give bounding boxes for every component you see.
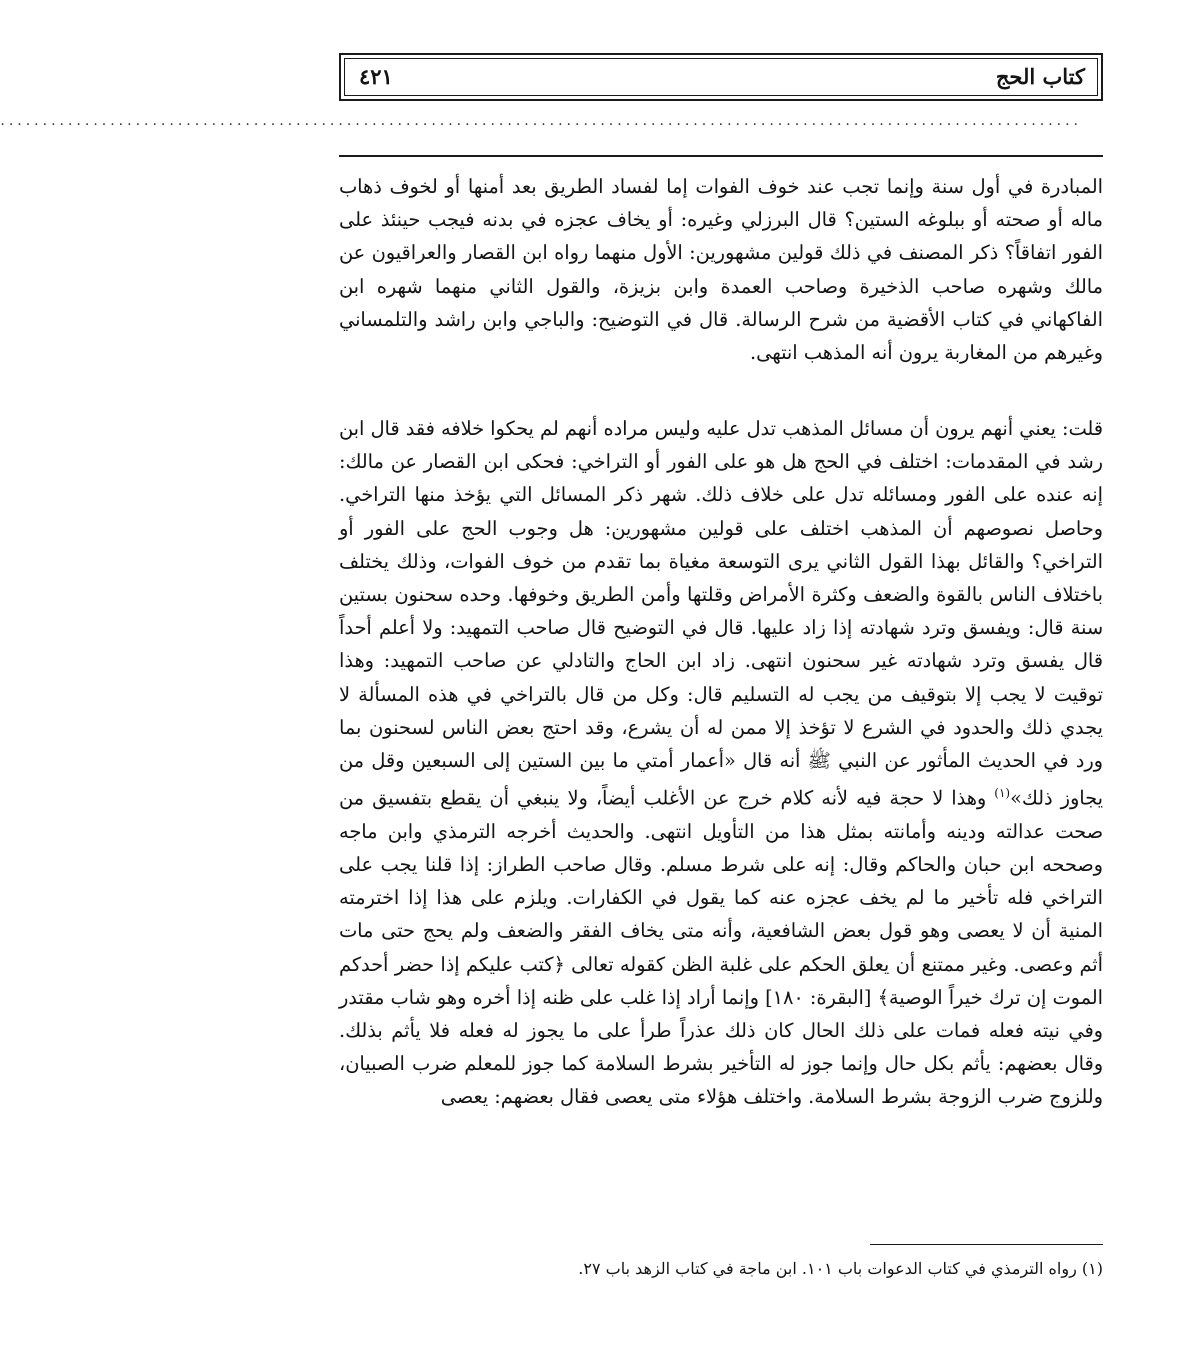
dotted-separator: ................................................................................................................................: [0, 113, 1082, 129]
footnote-reference: (١): [994, 786, 1011, 801]
footnote: [339, 1257, 1103, 1281]
paragraph-1-text: المبادرة في أول سنة وإنما تجب عند خوف الفوات إما لفساد الطريق بعد أمنها أو لخوف ذهاب ماله أو صحته أو ببلوغه الستين؟ قال البرزلي وغيره: أو يخاف عجزه في بدنه فيجب حينئذ على الفور اتفاقاً؟ ذكر المصنف في ذلك قولين مشهورين: الأول منهما رواه ابن القصار والعراقيون عن مالك وشهره صاحب الذخيرة وصاحب العمدة وابن بزيزة، والقول الثاني منهما شهره ابن الفاكهاني في كتاب الأقضية من شرح الرسالة. قال في التوضيح: والباجي وابن راشد والتلمساني وغيرهم من المغاربة يرون أنه المذهب انتهى.: [339, 175, 1103, 365]
header-rule: [339, 155, 1103, 157]
page-number: ٤٢١: [359, 64, 393, 89]
paragraph-2-text-end: وهذا لا حجة فيه لأنه كلام خرج عن الأغلب أيضاً، ولا ينبغي أن يقطع بتفسيق من صحت عدالته ودينه وأمانته بمثل هذا من التأويل انتهى. والحديث أخرجه الترمذي وابن ماجه وصححه ابن حبان والحاكم وقال: إنه على شرط مسلم. وقال صاحب الطراز: إذا قلنا يجب على التراخي فله تأخير ما لم يخف عجزه عنه كما يقول في الكفارات. ويلزم على هذا إذا اخترمته المنية أن لا يعصى وهو قول بعض الشافعية، وأنه متى يخاف الفقر والضعف ولم يحج حتى مات أثم وعصى. وغير ممتنع أن يعلق الحكم على غلبة الظن كقوله تعالى ﴿كتب عليكم إذا حضر أحدكم الموت إن ترك خيراً الوصية﴾ [البقرة: ١٨٠] وإنما أراد إذا غلب على ظنه إذا أخره وهو شاب مقتدر وفي نيته فعله فمات على ذلك الحال كان ذلك عذراً طرأ على ما يجوز له فعله فلا يأثم بذلك. وقال بعضهم: يأثم بكل حال وإنما جوز له التأخير بشرط السلامة كما جوز للمعلم ضرب الصبيان، وللزوج ضرب الزوجة بشرط السلامة. واختلف هؤلاء متى يعصى فقال بعضهم: يعصى: [339, 786, 1103, 1109]
footnote-number: (١): [1081, 1259, 1103, 1278]
body-paragraph-1: [339, 170, 1103, 369]
footnote-rule: [870, 1244, 1103, 1245]
body-paragraph-2: [339, 412, 1103, 1114]
running-title: كتاب الحج: [995, 64, 1085, 89]
paragraph-2-text-start: قلت: يعني أنهم يرون أن مسائل المذهب تدل عليه وليس مراده أنهم لم يحكوا خلافه فقد قال ابن رشد في المقدمات: اختلف في الحج هل هو على الفور أو التراخي: فحكى ابن القصار عن مالك: إنه عنده على الفور ومسائله تدل على خلاف ذلك. شهر ذكر المسائل التي يؤخذ منها التراخي. وحاصل نصوصهم أن المذهب اختلف على قولين مشهورين: هل وجوب الحج على الفور أو التراخي؟ والقائل بهذا القول الثاني يرى التوسعة مغياة بما تقدم من خوف الفوات، وذلك يختلف باختلاف الناس بالقوة والضعف وكثرة الأمراض وقلتها وأمن الطريق وخوفها. وحده سحنون بستين سنة قال: ويفسق وترد شهادته إذا زاد عليها. قال في التوضيح قال صاحب التمهيد: ولا أعلم أحداً قال يفسق وترد شهادته غير سحنون انتهى. زاد ابن الحاج والتادلي عن صاحب التمهيد: وهذا توقيت لا يجب إلا بتوقيف من يجب له التسليم قال: وكل من قال بالتراخي في هذه المسألة لا يجدي ذلك والحدود في الشرع لا تؤخذ إلا ممن له أن يشرع، وقد احتج بعض الناس لسحنون بما ورد في الحديث المأثور عن النبي ﷺ أنه قال «أعمار أمتي ما بين الستين إلى السبعين وقل من يجاوز ذلك»: [339, 417, 1103, 810]
footnote-text: رواه الترمذي في كتاب الدعوات باب ١٠١. ابن ماجة في كتاب الزهد باب ٢٧.: [578, 1259, 1077, 1278]
running-header: [339, 53, 1103, 101]
